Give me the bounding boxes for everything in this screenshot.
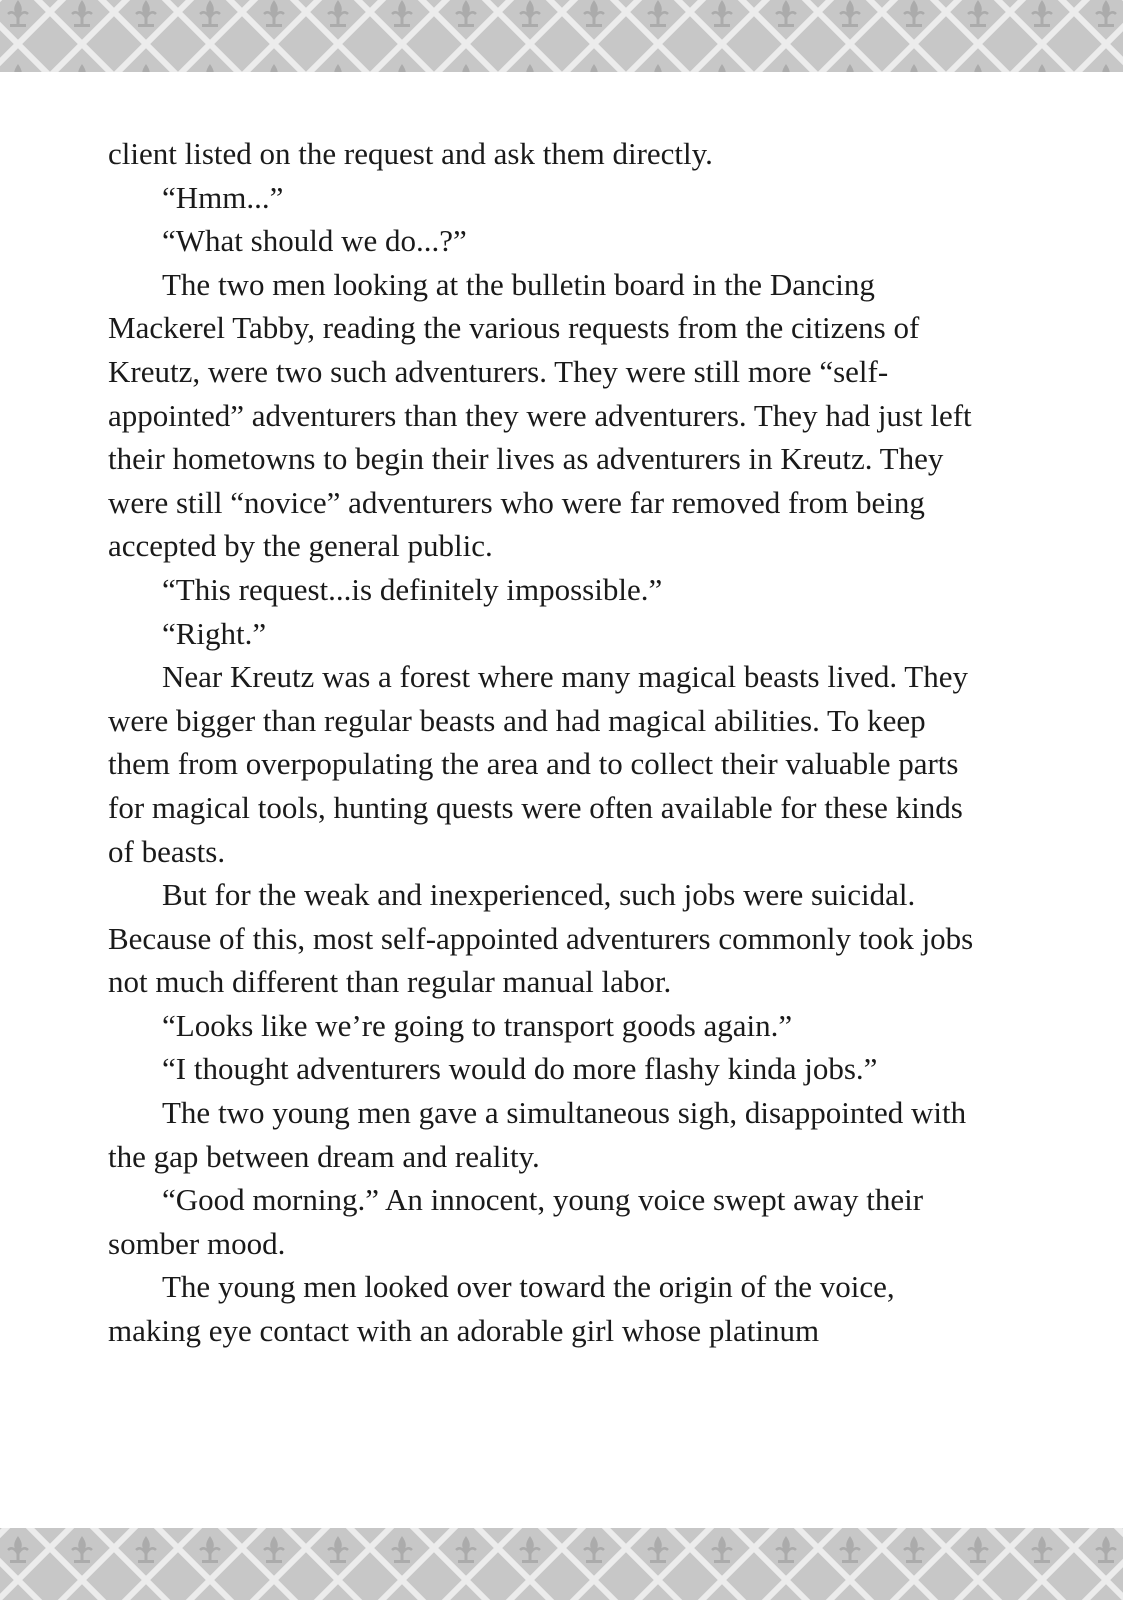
- fleur-de-lis-pattern-icon: [0, 1528, 1123, 1600]
- paragraph: Near Kreutz was a forest where many magical beasts lived. They were bigger than regular beasts and had magical abilities. To keep them from overpopulating the area and to collect their valuable parts for magical tools, hunting quests were often available for these kinds of beasts.: [108, 659, 968, 869]
- page-body-text: [108, 132, 988, 1353]
- bottom-decorative-band: [0, 1528, 1123, 1600]
- fleur-de-lis-pattern-icon: [0, 0, 1123, 72]
- paragraph: “Hmm...”: [162, 179, 284, 215]
- paragraph: The two young men gave a simultaneous sigh, disappointed with the gap between dream and reality.: [108, 1095, 967, 1174]
- top-decorative-band: [0, 0, 1123, 72]
- paragraph: The two men looking at the bulletin board in the Dancing Mackerel Tabby, reading the various requests from the citizens of Kreutz, were two such adventurers. They were still more “self-appointed” adventurers than they were adventurers. They had just left their hometowns to begin their lives as adventurers in Kreutz. They were still “novice” adventurers who were far removed from being accepted by the general public.: [108, 266, 972, 564]
- paragraph: “Looks like we’re going to transport goods again.”: [162, 1007, 793, 1043]
- paragraph: “Good morning.” An innocent, young voice swept away their somber mood.: [108, 1182, 924, 1261]
- paragraph: “I thought adventurers would do more flashy kinda jobs.”: [162, 1051, 878, 1087]
- paragraph: The young men looked over toward the origin of the voice, making eye contact with an adorable girl whose platinum: [108, 1269, 895, 1349]
- paragraph: “What should we do...?”: [162, 223, 467, 259]
- paragraph: “Right.”: [162, 615, 267, 651]
- paragraph: “This request...is definitely impossible.”: [162, 571, 663, 607]
- paragraph: client listed on the request and ask them directly.: [108, 136, 713, 171]
- paragraph: But for the weak and inexperienced, such jobs were suicidal. Because of this, most self-appointed adventurers commonly took jobs not much different than regular manual labor.: [108, 877, 974, 1000]
